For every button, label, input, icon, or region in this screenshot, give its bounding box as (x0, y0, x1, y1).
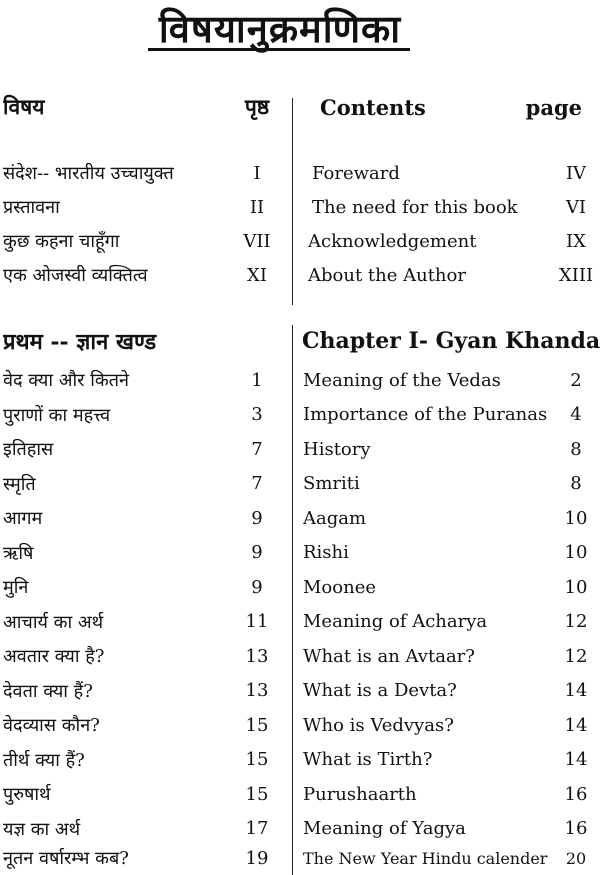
toc-entry-page: 15 (245, 749, 269, 770)
toc-entry-page: I (253, 162, 261, 184)
toc-row[interactable] (0, 777, 292, 811)
toc-entry-page: 12 (564, 611, 588, 632)
toc-entry-text: नूतन वर्षारम्भ कब? (3, 848, 129, 869)
right-subject-header: Contents (320, 94, 426, 120)
toc-entry-page: 14 (564, 680, 588, 701)
toc-entry-page: 9 (251, 576, 263, 598)
toc-entry-text: ऋषि (3, 542, 34, 564)
toc-entry-page: 16 (564, 783, 588, 805)
toc-entry-text: संदेश-- भारतीय उच्चायुक्त (3, 163, 174, 184)
left-page-header: पृष्ठ (244, 94, 270, 119)
title-underline (148, 48, 410, 51)
toc-row[interactable] (300, 708, 600, 742)
toc-entry-text: Meaning of Yagya (303, 818, 466, 839)
right-page-header: page (525, 94, 582, 120)
toc-entry-text: स्मृति (3, 473, 36, 495)
toc-entry-page: 14 (564, 714, 588, 736)
toc-row[interactable] (0, 605, 292, 639)
toc-entry-page: 12 (564, 645, 588, 667)
toc-entry-page: IV (565, 162, 587, 184)
toc-entry-page: 8 (570, 473, 582, 494)
toc-row[interactable] (300, 467, 600, 501)
toc-entry-page: VI (565, 196, 587, 218)
toc-entry-text: What is a Devta? (303, 680, 457, 701)
toc-row[interactable] (0, 639, 292, 673)
toc-row[interactable] (300, 190, 600, 224)
toc-entry-page: 15 (245, 783, 269, 805)
toc-row[interactable] (0, 398, 292, 432)
toc-entry-text: Meaning of Acharya (303, 611, 488, 632)
toc-entry-text: कुछ कहना चाहूँगा (3, 231, 120, 252)
toc-entry-text: Rishi (303, 542, 349, 563)
toc-entry-page: 13 (245, 645, 269, 667)
toc-row[interactable] (0, 224, 292, 258)
toc-row[interactable] (300, 743, 600, 777)
toc-entry-text: तीर्थ क्या हैं? (3, 749, 85, 771)
toc-row[interactable] (0, 536, 292, 570)
toc-entry-page: 13 (245, 680, 269, 701)
page-title: विषयानुक्रमणिका (158, 6, 402, 51)
toc-entry-page: 16 (564, 818, 588, 839)
toc-row[interactable] (0, 570, 292, 604)
toc-entry-text: एक ओजस्वी व्यक्तित्व (3, 265, 148, 286)
toc-entry-page: 14 (564, 749, 588, 770)
toc-row[interactable] (0, 156, 292, 190)
toc-entry-text: यज्ञ का अर्थ (3, 818, 81, 840)
toc-entry-text: मुनि (3, 577, 29, 598)
left-subject-header: विषय (3, 94, 45, 119)
toc-entry-text: वेदव्यास कौन? (3, 715, 100, 736)
toc-entry-text: देवता क्या हैं? (3, 680, 93, 702)
toc-entry-page: 7 (251, 473, 263, 494)
toc-entry-text: अवतार क्या है? (3, 646, 105, 667)
toc-entry-text: आचार्य का अर्थ (3, 611, 104, 633)
toc-entry-page: XIII (558, 264, 594, 286)
toc-row[interactable] (300, 432, 600, 466)
toc-entry-text: इतिहास (3, 439, 54, 460)
toc-entry-page: 7 (251, 438, 263, 460)
toc-row[interactable] (300, 363, 600, 397)
toc-entry-page: 4 (570, 404, 582, 425)
toc-entry-text: Purushaarth (303, 783, 417, 805)
toc-entry-page: 3 (251, 404, 263, 425)
toc-entry-text: Meaning of the Vedas (303, 369, 501, 391)
toc-entry-text: History (303, 438, 371, 460)
toc-entry-page: XI (247, 264, 267, 286)
toc-row[interactable] (0, 708, 292, 742)
toc-row[interactable] (300, 156, 600, 190)
toc-entry-text: Who is Vedvyas? (303, 714, 454, 736)
toc-entry-page: 8 (570, 438, 582, 460)
toc-row[interactable] (300, 258, 600, 292)
right-chapter-heading: Chapter I- Gyan Khanda (302, 328, 600, 354)
toc-entry-page: 9 (251, 542, 263, 563)
toc-entry-text: Foreward (312, 162, 400, 184)
toc-entry-text: What is an Avtaar? (303, 645, 475, 667)
column-divider-gap (290, 305, 296, 325)
toc-row[interactable] (0, 190, 292, 224)
toc-entry-text: प्रस्तावना (3, 197, 60, 218)
toc-row[interactable] (0, 743, 292, 777)
toc-entry-text: Aagam (303, 507, 367, 529)
toc-row[interactable] (300, 536, 600, 570)
left-header-row (0, 90, 292, 124)
toc-entry-page: 10 (564, 576, 588, 598)
right-header-row (300, 90, 600, 124)
toc-row[interactable] (300, 777, 600, 811)
toc-row[interactable] (300, 639, 600, 673)
toc-row[interactable] (300, 841, 600, 875)
toc-row[interactable] (0, 674, 292, 708)
toc-entry-text: About the Author (308, 264, 466, 286)
toc-entry-page: 10 (564, 507, 588, 529)
toc-entry-page: 17 (245, 818, 269, 839)
toc-row[interactable] (300, 570, 600, 604)
toc-entry-page: 11 (245, 611, 269, 632)
toc-entry-text: The need for this book (312, 196, 518, 218)
toc-entry-page: 10 (564, 542, 588, 563)
toc-row[interactable] (300, 224, 600, 258)
toc-entry-text: The New Year Hindu calender (303, 848, 548, 868)
toc-entry-text: Importance of the Puranas (303, 404, 548, 425)
toc-entry-page: IX (566, 230, 586, 252)
toc-row[interactable] (300, 674, 600, 708)
toc-entry-text: Acknowledgement (308, 230, 477, 252)
left-chapter-heading: प्रथम -- ज्ञान खण्ड (3, 329, 157, 355)
toc-entry-text: वेद क्या और कितने (3, 370, 129, 391)
toc-entry-page: 1 (251, 369, 263, 391)
toc-entry-text: पुराणों का महत्त्व (3, 404, 111, 426)
toc-entry-text: आगम (3, 508, 43, 529)
toc-row[interactable] (0, 363, 292, 397)
toc-entry-page: 2 (570, 369, 582, 391)
toc-entry-text: Moonee (303, 576, 377, 598)
toc-row[interactable] (0, 467, 292, 501)
toc-entry-text: पुरुषार्थ (3, 784, 51, 805)
toc-entry-page: VII (243, 230, 271, 252)
column-divider (292, 98, 293, 875)
toc-entry-page: 19 (245, 847, 269, 869)
toc-row[interactable] (0, 258, 292, 292)
toc-entry-page: 20 (565, 848, 587, 868)
toc-entry-text: Smriti (303, 473, 360, 494)
toc-entry-page: 15 (245, 714, 269, 736)
toc-row[interactable] (300, 398, 600, 432)
toc-row[interactable] (300, 501, 600, 535)
toc-entry-text: What is Tirth? (303, 749, 433, 770)
toc-entry-page: II (249, 196, 265, 218)
toc-entry-page: 9 (251, 507, 263, 529)
toc-row[interactable] (0, 841, 292, 875)
toc-row[interactable] (300, 605, 600, 639)
toc-row[interactable] (0, 432, 292, 466)
toc-row[interactable] (0, 501, 292, 535)
